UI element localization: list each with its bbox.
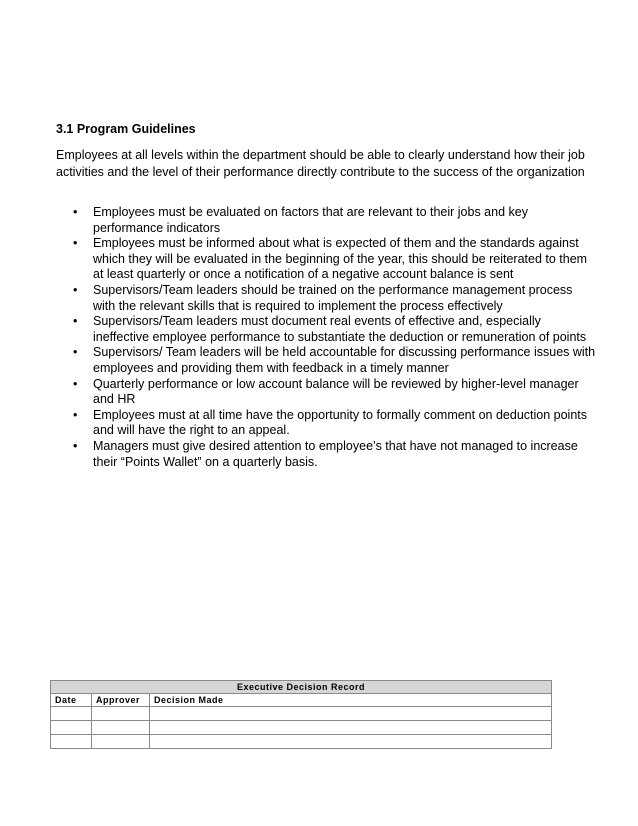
table-cell[interactable] <box>92 735 150 749</box>
list-item <box>56 439 596 470</box>
list-item-text: Employees must be evaluated on factors that are relevant to their jobs and key performance indicators <box>93 205 528 235</box>
bullet-icon: • <box>73 376 78 391</box>
table-header-row <box>51 694 552 707</box>
list-item-text: Employees must at all time have the opportunity to formally comment on deduction points and will have the right to an appeal. <box>93 407 588 438</box>
table-cell[interactable] <box>150 707 552 721</box>
bullet-icon: • <box>73 205 78 219</box>
table-cell[interactable] <box>51 735 92 749</box>
bullet-icon: • <box>73 282 78 297</box>
table-cell[interactable] <box>92 707 150 721</box>
decision-record-title: Executive Decision Record <box>51 681 552 694</box>
list-item <box>56 236 596 283</box>
bullet-icon: • <box>73 345 78 360</box>
list-item <box>56 345 596 376</box>
list-item <box>56 314 596 345</box>
list-item-text: Employees must be informed about what is expected of them and the standards against which they will be evaluated in the beginning of the year, this should be reiterated to them at least quarterly or once a notification of a negative account balance is sent <box>93 236 588 282</box>
list-item-text: Quarterly performance or low account balance will be reviewed by higher-level manager and HR <box>93 376 579 407</box>
table-row <box>51 721 552 735</box>
table-cell[interactable] <box>51 707 92 721</box>
bullet-icon: • <box>73 407 78 422</box>
table-cell[interactable] <box>150 735 552 749</box>
column-header-approver: Approver <box>92 694 150 707</box>
list-item <box>56 205 596 236</box>
list-item-text: Supervisors/Team leaders should be trained on the performance management process with the relevant skills that is required to implement the process effectively <box>93 282 573 313</box>
column-header-date: Date <box>51 694 92 707</box>
list-item <box>56 283 596 314</box>
bullet-icon: • <box>73 438 78 453</box>
guidelines-list <box>56 205 596 470</box>
table-cell[interactable] <box>92 721 150 735</box>
table-cell[interactable] <box>150 721 552 735</box>
section-heading: 3.1 Program Guidelines <box>56 122 196 136</box>
table-row <box>51 707 552 721</box>
list-item <box>56 408 596 439</box>
intro-paragraph: Employees at all levels within the department should be able to clearly understand how their job activities and the level of their performance directly contribute to the success of the organization <box>56 148 585 179</box>
list-item <box>56 377 596 408</box>
list-item-text: Managers must give desired attention to employee’s that have not managed to increase their “Points Wallet” on a quarterly basis. <box>93 438 578 469</box>
table-cell[interactable] <box>51 721 92 735</box>
bullet-icon: • <box>73 314 78 329</box>
decision-record-table <box>50 680 552 749</box>
bullet-icon: • <box>73 236 78 251</box>
table-title-row <box>51 681 552 694</box>
list-item-text: Supervisors/Team leaders must document real events of effective and, especially ineffective employee performance to substantiate the deduction or remuneration of points <box>93 314 587 344</box>
table-row <box>51 735 552 749</box>
column-header-decision: Decision Made <box>150 694 552 707</box>
list-item-text: Supervisors/ Team leaders will be held accountable for discussing performance issues with employees and providing them with feedback in a timely manner <box>93 345 596 375</box>
